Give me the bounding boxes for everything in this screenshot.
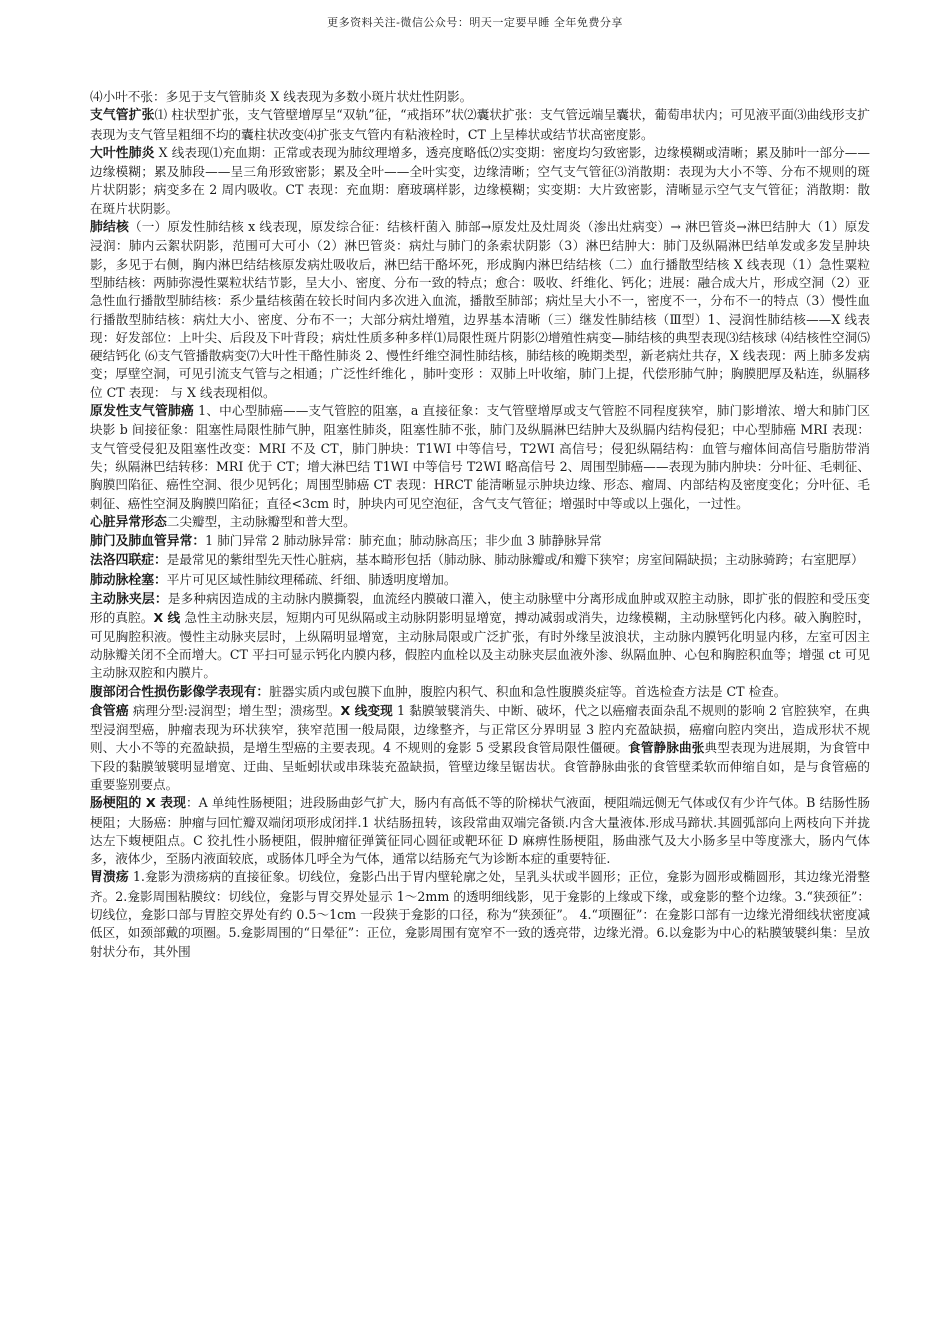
paragraph-title: 肠梗阻的 X 表现: [90, 796, 186, 812]
paragraph-text: 平片可见区域性肺纹理稀疏、纤细、肺透明度增加。: [166, 571, 457, 587]
paragraph-title: 法洛四联症：: [90, 553, 167, 569]
paragraph-title: 肺门及肺血管异常：: [90, 534, 206, 550]
paragraph-text: 1.龛影为溃疡病的直接征象。切线位，龛影凸出于胃内壁轮廓之处，呈乳头状或半圆形；正位，龛影为圆形或椭圆形，其边缘光滑整齐。2.龛影周围粘膜纹：切线位，龛影与胃交界处显示 1～2mm 的透明细线影，见于龛影的上缘或下缘，或龛影的整个边缘。3.“狭颈征”：切线位，龛影口部与胃腔交界处有约 0.5～1cm 一段狭于龛影的口径，称为“狭颈征”。 4.“项圈征”：在龛影口部有一边缘光滑细线状密度减低区，如颈部戴的项圈。5.龛影周围的“日晕征”：正位，龛影周围有宽窄不一致的透亮带，边缘光滑。6.以龛影为中心的粘膜皱襞纠集：呈放射状分布，其外围: [90, 869, 870, 959]
paragraph-hilum-vessels: [90, 532, 870, 551]
paragraph-text: 1 肺门异常 2 肺动脉异常：肺充血；肺动脉高压；非少血 3 肺静脉异常: [205, 533, 602, 549]
paragraph-intestinal-obstruction: [90, 794, 870, 868]
paragraph-title: 主动脉夹层：: [90, 592, 168, 608]
paragraph-text: 二尖瓣型，主动脉瓣型和普大型。: [166, 513, 356, 529]
paragraph-title: 原发性支气管肺癌: [90, 404, 194, 420]
paragraph-text-tail: 1 黏膜皱襞消失、中断、破坏，代之以癌瘤表面杂乱不规则的影响 2 官腔狭窄，在典型浸润型癌，肿瘤表现为环状狭窄，狭窄范围一般局限，边缘整齐，与正常区分界明显 3 腔内充盈缺损，癌瘤向腔内突出，造成形状不规则、大小不等的充盈缺损，是增生型癌的主要表现。4 不规则的龛影 5 受累段食管局限性僵硬。: [90, 702, 871, 756]
paragraph-text-tail: 急性主动脉夹层，短期内可见纵隔或主动脉阴影明显增宽，搏动减弱或消失，边缘模糊，主动脉壁钙化内移。破入胸腔时，可见胸腔积液。慢性主动脉夹层时，上纵隔明显增宽，主动脉局限或广泛扩张，有时外缘呈波浪状，主动脉内膜钙化明显内移，左室可因主动脉瓣关闭不全而增大。CT 平扫可显示钙化内膜内移，假腔内血栓以及主动脉夹层血液外渗、纵隔血肿、心包和胸腔积血等；增强 ct 可见主动脉双腔和内膜片。: [90, 610, 870, 681]
paragraph-abdominal-injury: [90, 683, 870, 702]
paragraph-text: 是多种病因造成的主动脉内膜撕裂，血流经内膜破口灌入，使主动脉壁中分离形成血肿或双腔主动脉，即扩张的假腔和受压变形的真腔。: [90, 591, 871, 626]
paragraph-title: 支气管扩张: [90, 108, 155, 124]
document-body: [90, 88, 870, 961]
paragraph-text: ：A 单纯性肠梗阻；进段肠曲彭气扩大，肠内有高低不等的阶梯状气液面，梗阻端远侧无气体或仅有少许气体。B 结肠性肠梗阻；大肠癌：肿瘤与回忙瓣双端闭项形成闭拌.1 状结肠扭转，该段常曲双端完备锁.内含大量液体.形成马蹄状.其圆弧部向上两枝向下并拢达左下蝮梗阻点。C 狡扎性小肠梗阻，假肿瘤征弹簧征同心圆征或靶环征 D 麻痹性肠梗阻，肠曲涨气及大小肠多呈中等度涨大，肠内气体多，液体少，至肠内液面较底，或肠体几呼全为气体，通常以结肠充气为诊断本症的重要特征.: [90, 795, 870, 867]
paragraph-text: X 线表现⑴充血期：正常或表现为肺纹理增多，透亮度略低⑵实变期：密度均匀致密影，边缘模糊或清晰；累及肺叶一部分——边缘模糊；累及肺段——呈三角形致密影；累及全叶——全叶实变，边缘清晰；空气支气管征⑶消散期：表现为大小不等、分布不规则的斑片状阴影；病变多在 2 周内吸收。CT 表现：充血期：磨玻璃样影，边缘模糊；实变期：大片致密影，清晰显示空气支气管征；消散期：散在斑片状阴影。: [90, 144, 870, 216]
paragraph-title: 胃溃疡: [90, 870, 129, 886]
paragraph-aortic-dissection: [90, 590, 870, 682]
paragraph-title: 肺动脉栓塞：: [90, 572, 167, 588]
paragraph-tetralogy: [90, 551, 870, 570]
paragraph-title: 腹部闭合性损伤影像学表现有：: [90, 684, 270, 700]
paragraph-text-tail-2: 典型表现为进展期，为食管中下段的黏膜皱襞明显增宽、迂曲、呈蚯蚓状或串珠装充盈缺损，管壁边缘呈锯齿状。食管静脉曲张的食管壁柔软而伸缩自如，是与食管癌的重要鉴别要点。: [90, 740, 871, 792]
paragraph-text: 1、中心型肺癌——支气管腔的阻塞，a 直接征象：支气管壁增厚或支气管腔不同程度狭窄，肺门影增浓、增大和肺门区块影 b 间接征象：阻塞性局限性肺气肿，阻塞性肺炎，阻塞性肺不张，肺门及纵膈淋巴结肿大及纵膈内结构侵犯；中心型肺癌 MRI 表现：支气管受侵犯及阻塞性改变：MRI 不及 CT，肺门肿块：T1WI 中等信号，T2WI 高信号；侵犯纵隔结构：血管与瘤体间高信号脂肪带消失；纵隔淋巴结转移：MRI 优于 CT；增大淋巴结 T1WI 中等信号 T2WI 略高信号 2、周围型肺癌——表现为肺内肿块：分叶征、毛刺征、胸膜凹陷征、癌性空洞、很少见钙化；周围型肺癌 CT 表现：HRCT 能清晰显示肿块边缘、形态、瘤周、内部结构及密度变化；分叶征、毛刺征、癌性空洞及胸膜凹陷征；直径<3cm 时，肿块内可见空泡征，含气支气管征；增强时中等或以上强化，一过性。: [90, 403, 870, 511]
paragraph-lung-cancer: [90, 402, 870, 513]
paragraph-esophageal-cancer: [90, 702, 870, 794]
paragraph-text: ⑷小叶不张：多见于支气管肺炎 X 线表现为多数小斑片状灶性阴影。: [90, 89, 473, 104]
paragraph-bronchiectasis: [90, 106, 870, 144]
paragraph-text: 脏器实质内或包膜下血肿，腹腔内积气、积血和急性腹膜炎症等。首选检查方法是 CT 检查。: [269, 683, 787, 699]
paragraph-title: 大叶性肺炎: [90, 145, 155, 161]
paragraph-inline-title: X 线变现: [340, 702, 393, 718]
paragraph-title: 心脏异常形态: [90, 514, 167, 530]
paragraph-text: 病理分型:浸润型；增生型；溃疡型。: [128, 702, 341, 718]
paragraph-pulmonary-embolism: [90, 571, 870, 590]
paragraph-inline-title: X 线: [153, 610, 181, 626]
paragraph-heart-shape: [90, 513, 870, 532]
paragraph-text: 是最常见的紫绀型先天性心脏病，基本畸形包括（肺动脉、肺动脉瓣或/和瓣下狭窄；房室间隔缺损；主动脉骑跨；右室肥厚）: [166, 552, 864, 568]
paragraph-lobular-atelectasis: [90, 88, 870, 106]
paragraph-lobar-pneumonia: [90, 144, 870, 218]
paragraph-gastric-ulcer: [90, 868, 870, 960]
paragraph-tuberculosis: [90, 218, 870, 402]
paragraph-inline-title-2: 食管静脉曲张: [628, 740, 705, 756]
paragraph-title: 肺结核: [90, 220, 129, 236]
page-header: 更多资料关注-微信公众号：明天一定要早睡 全年免费分享: [327, 16, 623, 29]
paragraph-text: （一）原发性肺结核 x 线表现，原发综合征：结核杆菌入 肺部→原发灶及灶周炎（渗出灶病变）→ 淋巴管炎→淋巴结肿大（1）原发浸润：肺内云絮状阴影，范围可大可小（2）淋巴管炎：病灶与肺门的条索状阴影（3）淋巴结肿大：肺门及纵隔淋巴结单发或多发呈肿块影，多见于右侧，胸内淋巴结结核原发病灶吸收后，淋巴结干酪坏死，形成胸内淋巴结结核（二）血行播散型结核 X 线表现（1）急性粟粒型肺结核：两肺弥漫性粟粒状结节影，呈大小、密度、分布一致的特点；愈合：吸收、纤维化、钙化；进展：融合成大片，形成空洞（2）亚急性血行播散型肺结核：系少量结核菌在较长时间内多次进入血流，播散至肺部；病灶呈大小不一，密度不一，分布不一的特点（3）慢性血行播散型肺结核：病灶大小、密度、分布不一；大部分病灶增殖，边界基本清晰（三）继发性肺结核（Ⅲ型）1、浸润性肺结核——X 线表现：好发部位：上叶尖、后段及下叶背段；病灶性质多种多样⑴局限性斑片阴影⑵增殖性病变—肺结核的典型表现⑶结核球 ⑷结核性空洞⑸硬结钙化 ⑹支气管播散病变⑺大叶性干酪性肺炎 2、慢性纤维空洞性肺结核，肺结核的晚期类型，新老病灶共存，X 线表现：两上肺多发病变；厚壁空洞，可见引流支气管与之相通；广泛性纤维化 ，肺叶变形 ：双肺上叶收缩，肺门上提，代偿形肺气肿；胸膜肥厚及粘连，纵膈移位 CT 表现： 与 X 线表现相似。: [90, 219, 871, 400]
paragraph-title: 食管癌: [90, 703, 129, 719]
paragraph-text: ⑴ 柱状型扩张，支气管壁增厚呈“双轨”征，“戒指环”状⑵囊状扩张：支气管远端呈囊状，葡萄串状内；可见液平面⑶曲线形支扩表现为支气管呈粗细不均的囊柱状改变⑷扩张支气管内有粘液栓时，CT 上呈棒状或结节状高密度影。: [90, 107, 870, 142]
